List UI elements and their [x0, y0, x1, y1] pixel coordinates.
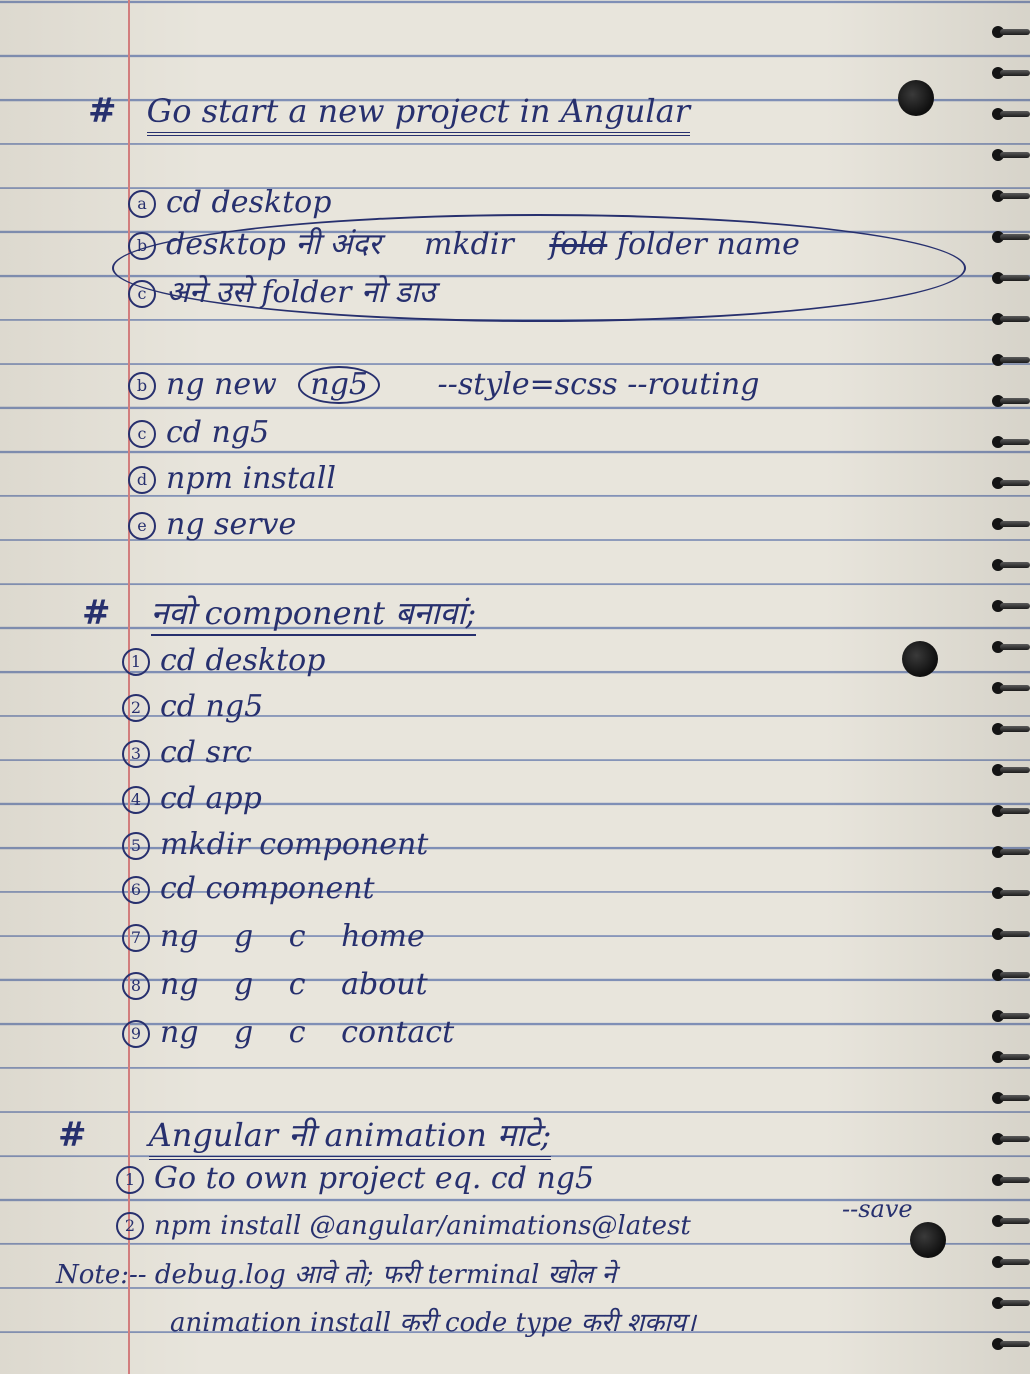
list-item [116, 1208, 691, 1243]
spiral-coil [992, 967, 1030, 981]
spiral-coil [992, 147, 1030, 161]
spiral-coil [992, 65, 1030, 79]
punch-hole [898, 80, 934, 116]
step-marker: 7 [122, 924, 150, 952]
step-text: ng new [166, 367, 277, 402]
step-text: mkdir component [160, 827, 429, 862]
list-item [128, 186, 331, 220]
spiral-coil [992, 106, 1030, 120]
step-text: npm install [166, 461, 336, 496]
spiral-coil [992, 1213, 1030, 1227]
spiral-coil [992, 352, 1030, 366]
list-item [122, 920, 425, 954]
step-text: desktop नी अंदर [166, 227, 381, 262]
step-text: ng serve [166, 507, 297, 542]
step-marker: c [128, 420, 156, 448]
step-marker: b [128, 372, 156, 400]
spiral-coil [992, 598, 1030, 612]
step-marker: 6 [122, 876, 150, 904]
section-1-heading [88, 91, 691, 131]
section-1-title: Go start a new project in Angular [147, 92, 690, 136]
step-text: cd ng5 [166, 415, 270, 450]
step-marker: d [128, 466, 156, 494]
list-item [122, 1016, 454, 1050]
punch-hole [910, 1222, 946, 1258]
list-item [122, 968, 428, 1002]
step-marker: 3 [122, 740, 150, 768]
step-text: cd desktop [166, 185, 332, 220]
spiral-coil [992, 24, 1030, 38]
save-annotation: --save [842, 1195, 913, 1223]
step-marker: a [128, 190, 156, 218]
spiral-coil [992, 721, 1030, 735]
list-item [122, 782, 262, 816]
step-text: cd component [160, 871, 375, 906]
list-item [122, 644, 325, 678]
section-4-title: Angular नी animation माटे; [149, 1116, 552, 1160]
spiral-coil [992, 475, 1030, 489]
step-text: cd ng5 [160, 689, 264, 724]
note-line-1: Note:-- debug.log आवे तो; फरी terminal खोल ने [56, 1260, 616, 1290]
step-text: cd desktop [160, 643, 326, 678]
spiral-coil [992, 1008, 1030, 1022]
step-flags: --style=scss --routing [437, 367, 760, 402]
step-marker: 5 [122, 832, 150, 860]
hash-mark: # [82, 593, 111, 633]
spiral-coil [992, 926, 1030, 940]
spiral-coil [992, 311, 1030, 325]
list-item [116, 1162, 594, 1196]
step-text: Go to own project eq. cd ng5 [154, 1161, 595, 1196]
spiral-coil [992, 393, 1030, 407]
struck-word: fold [549, 227, 608, 262]
step-text: अने उसे folder नो डाउ [166, 275, 436, 310]
punch-hole [902, 641, 938, 677]
spiral-coil [992, 803, 1030, 817]
spiral-coil [992, 762, 1030, 776]
list-item [122, 828, 428, 862]
spiral-coil [992, 1172, 1030, 1186]
step-marker: 8 [122, 972, 150, 1000]
step-text: cd src [160, 735, 253, 770]
spiral-coil [992, 188, 1030, 202]
list-item [122, 690, 263, 724]
spiral-coil [992, 229, 1030, 243]
spiral-coil [992, 680, 1030, 694]
step-marker: 2 [116, 1212, 144, 1240]
step-marker: 1 [122, 648, 150, 676]
list-item [122, 736, 252, 770]
list-item [128, 416, 269, 450]
step-marker: b [128, 232, 156, 260]
step-text: ng g c about [160, 967, 428, 1002]
list-item [128, 508, 296, 542]
spiral-coil [992, 639, 1030, 653]
spiral-coil [992, 1090, 1030, 1104]
step-text: ng g c home [160, 919, 425, 954]
step-marker: 1 [116, 1166, 144, 1194]
step-marker: 4 [122, 786, 150, 814]
step-text: cd app [160, 781, 262, 816]
step-marker: 9 [122, 1020, 150, 1048]
spiral-coil [992, 516, 1030, 530]
spiral-coil [992, 1295, 1030, 1309]
step-text: ng g c contact [160, 1015, 455, 1050]
step-marker: 2 [122, 694, 150, 722]
note-line-2: animation install करी code type करी शकाय। [170, 1308, 696, 1338]
hash-mark: # [88, 91, 117, 131]
spiral-coil [992, 557, 1030, 571]
step-marker: c [128, 280, 156, 308]
list-item [128, 366, 759, 404]
hash-mark: # [58, 1115, 87, 1155]
spiral-coil [992, 844, 1030, 858]
section-3-title: नवो component बनावां; [151, 594, 477, 636]
step-marker: e [128, 512, 156, 540]
spiral-coil [992, 885, 1030, 899]
list-item [128, 462, 336, 496]
step-tail: folder name [616, 227, 800, 262]
spiral-coil [992, 1336, 1030, 1350]
step-text: npm install @angular/animations@latest [154, 1211, 691, 1241]
spiral-coil [992, 1131, 1030, 1145]
circled-project-name: ng5 [298, 366, 380, 404]
section-4-heading [58, 1115, 552, 1155]
section-3-heading [82, 593, 477, 633]
spiral-coil [992, 270, 1030, 284]
spiral-coil [992, 434, 1030, 448]
list-item [122, 872, 375, 906]
step-command: mkdir [424, 227, 514, 262]
enclosing-loop [112, 214, 966, 322]
spiral-coil [992, 1049, 1030, 1063]
spiral-coil [992, 1254, 1030, 1268]
